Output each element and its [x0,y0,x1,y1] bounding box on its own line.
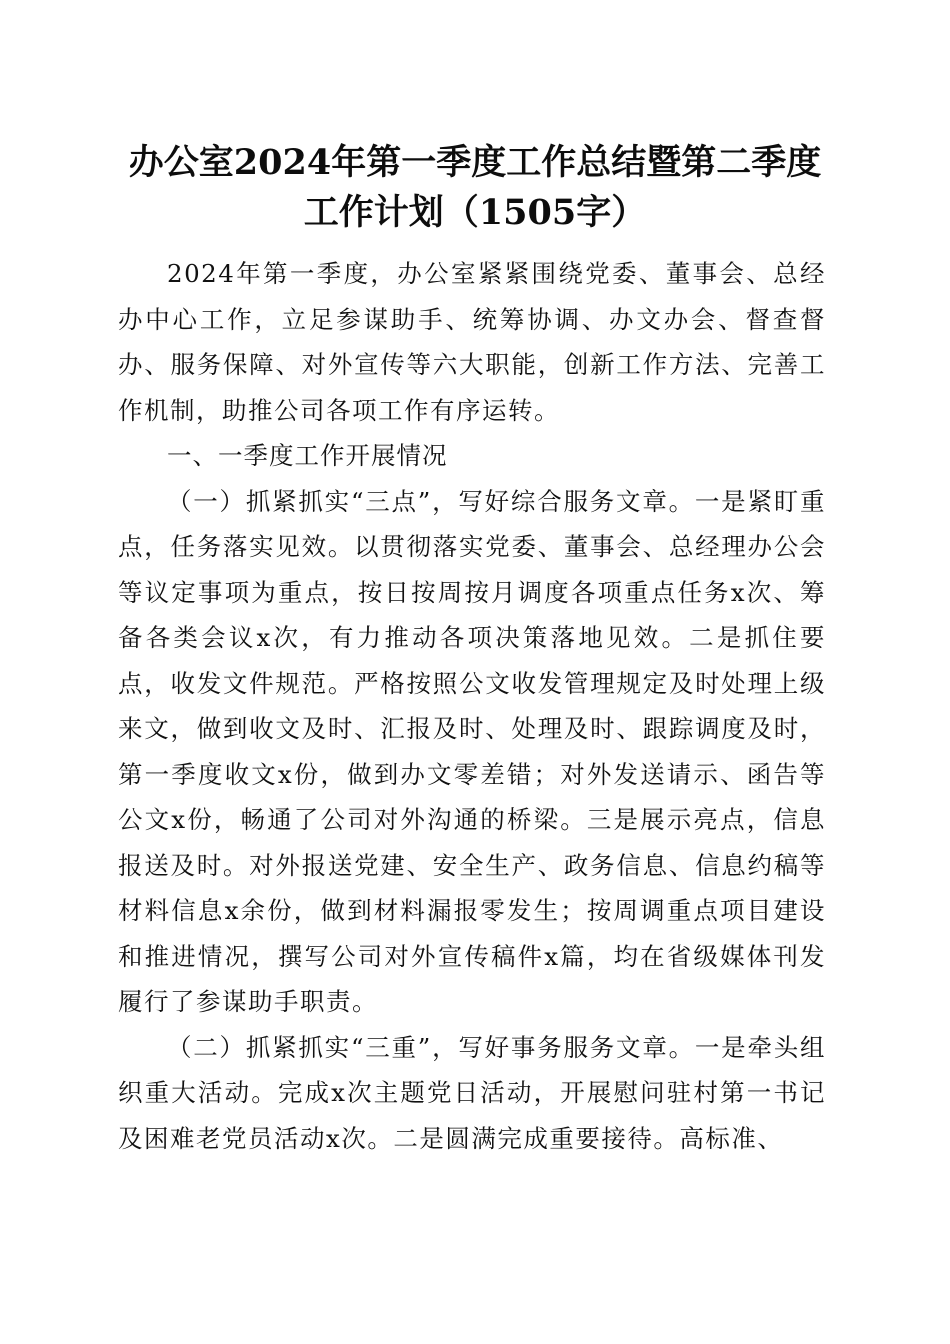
paragraph-item-1 [118,479,826,1025]
paragraph-item-2 [118,1025,826,1162]
intro-paragraph: 2024年第一季度，办公室紧紧围绕党委、董事会、总经办中心工作，立足参谋助手、统筹协调、办文办会、督查督办、服务保障、对外宣传等六大职能，创新工作方法、完善工作机制，助推公司各项工作有序运转。 [118,259,826,425]
item-2-body: 一是牵头组织重大活动。完成x次主题党日活动，开展慰问驻村第一书记及困难老党员活动x次。二是圆满完成重要接待。高标准、 [118,1032,827,1153]
document-body [118,251,826,1161]
title-line-2: 工作计划（1505字） [303,192,647,233]
section-heading-1: 一、一季度工作开展情况 [167,441,448,470]
item-1-lead: （一）抓紧抓实“三点”，写好综合服务文章。 [167,486,695,516]
item-1-body: 一是紧盯重点，任务落实见效。以贯彻落实党委、董事会、总经理办公会等议定事项为重点，按日按周按月调度各项重点任务x次、筹备各类会议x次，有力推动各项决策落地见效。二是抓住要点，收发文件规范。严格按照公文收发管理规定及时处理上级来文，做到收文及时、汇报及时、处理及时、跟踪调度及时，第一季度收文x份，做到办文零差错；对外发送请示、函告等公文x份，畅通了公司对外沟通的桥梁。三是展示亮点，信息报送及时。对外报送党建、安全生产、政务信息、信息约稿等材料信息x余份，做到材料漏报零发生；按周调重点项目建设和推进情况，撰写公司对外宣传稿件x篇，均在省级媒体刊发履行了参谋助手职责。 [118,486,827,1016]
title-line-1: 办公室2024年第一季度工作总结暨第二季度 [128,142,822,183]
item-2-lead: （二）抓紧抓实“三重”，写好事务服务文章。 [167,1032,695,1062]
document-title [110,138,840,238]
